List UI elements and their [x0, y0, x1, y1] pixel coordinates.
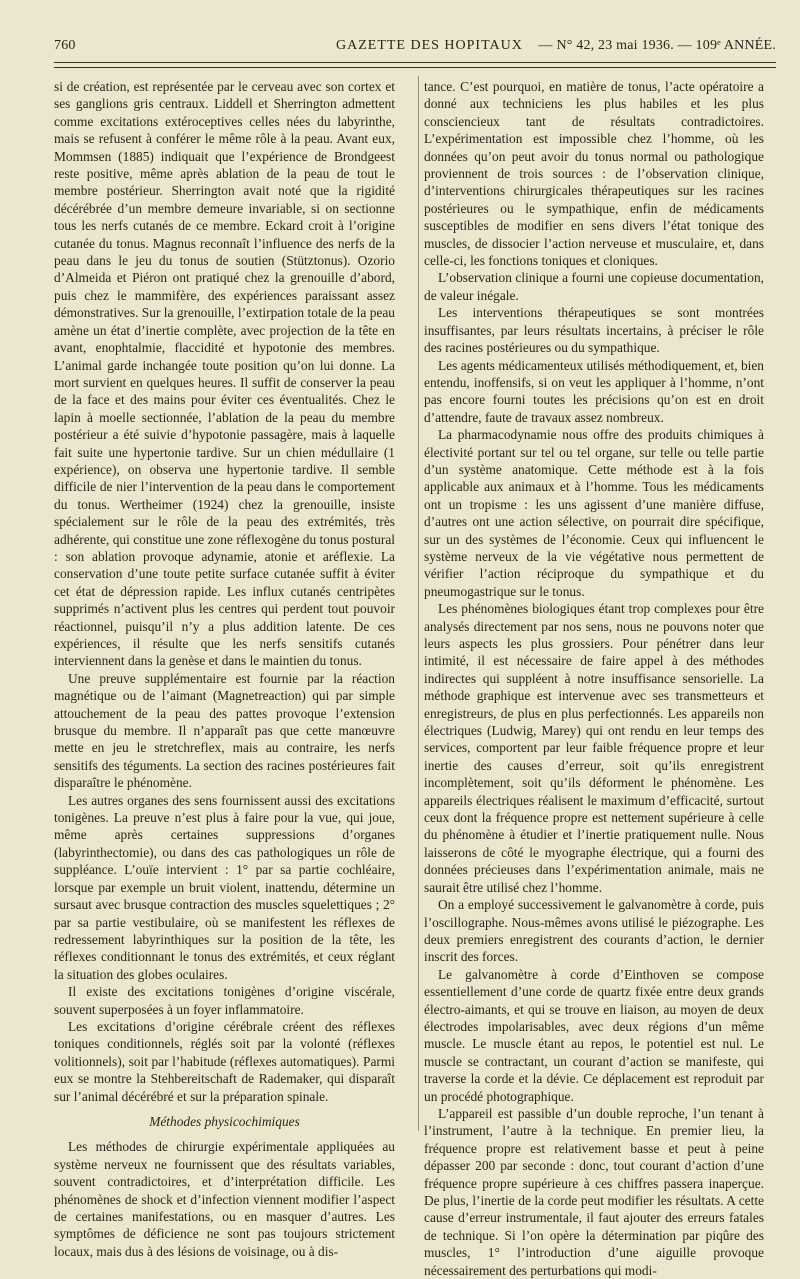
column-divider	[418, 76, 419, 1131]
paragraph: Les méthodes de chirurgie expérimentale appliquées au système nerveux ne fournissent que des résultats variables, souvent contradictoires, et d’interprétation difficile. Les phénomènes de shock et d’infection viennent modifier l’aspect de certaines manifestations, ou en masquer d’autres. Les symptômes de déficience ne sont pas toujours strictement locaux, mais dus à des lésions de voisinage, ou à dis-	[54, 1139, 395, 1259]
paragraph: Les excitations d’origine cérébrale créent des réflexes toniques conditionnels, réglés soit par la volonté (réflexes volitionnels), soit par l’habitude (réflexes automatiques). Parmi eux se montre la Stehbereitschaft de Rademaker, qui disparaît sur l’animal décérébré et sur la préparation spinale.	[54, 1018, 395, 1104]
right-column	[424, 78, 764, 1279]
paragraph: Les agents médicamenteux utilisés méthodiquement, et, bien entendu, inoffensifs, si on veut les appliquer à l’homme, n’ont pas encore fourni toutes les précisions qu’on est en droit d’attendre, faute de travaux assez nombreux.	[424, 357, 764, 425]
paragraph: Les autres organes des sens fournissent aussi des excitations tonigènes. La preuve n’est plus à faire pour la vue, qui joue, même après certaines suppressions d’organes (labyrinthectomie), ou dans des cas pathologiques un rôle de suppléance. L’ouïe intervient : 1° par sa partie cochléaire, lorsque par exemple un bruit violent, inattendu, détermine un sursaut avec brusque contraction des muscles squelettiques ; 2° par sa partie vestibulaire, où se manifestent les réflexes de redressement labyrinthiques sur la position de la tête, les réflexes conditionnant le tonus des extrémités, et ceux réglant la situation des globes oculaires.	[54, 792, 395, 982]
paragraph: Une preuve supplémentaire est fournie par la réaction magnétique ou de l’aimant (Magnetreaction) qui par simple attouchement de la peau des pattes provoque l’extension brusque du membre. Il n’apparaît pas que cette manœuvre mette en jeu le stretchreflex, mais au contraire, les nerfs sensitifs des téguments. La section des racines postérieures fait disparaître le phénomène.	[54, 670, 395, 791]
paragraph: Les phénomènes biologiques étant trop complexes pour être analysés directement par nos sens, nous ne pouvons noter que leurs aspects les plus grossiers. Pour pénétrer dans leur intimité, il est nécessaire de faire appel à des méthodes indirectes qui suppléent à notre insuffisance sensorielle. La méthode graphique est intervenue avec ses transmetteurs et enregistreurs, de plus en plus perfectionnés. Les appareils non électriques (Ludwig, Marey) qui ont rendu en leur temps des services, comportent par leur faible fréquence propre et leur inertie des causes d’erreur, soit qu’ils enregistrent incomplètement, soit qu’ils déforment le phénomène. Les appareils électriques réalisent le maximum d’efficacité, surtout ceux dont la fréquence propre est nettement supérieure à celle du phénomène à étudier et l’inertie pratiquement nulle. Nous laisserons de côté le myographe électrique, qui a fourni des données précieuses dans l’expérimentation animale, mais ne saurait être utilisé chez l’homme.	[424, 601, 764, 895]
paragraph: si de création, est représentée par le cerveau avec son cortex et ses ganglions gris centraux. Liddell et Sherrington admettent comme excitations extéroceptives celles nées du labyrinthe, mais se refusent à conférer le même rôle à la peau. Avant eux, Mommsen (1885) indiquait que l’expérience de Brondgeest reste positive, même après ablation de la peau de tout le membre postérieur. Sherrington avait noté que la rigidité décérébrée d’un membre demeure invariable, si on sectionne tous les nerfs cutanés de ce membre. Eckard croit à l’origine cutanée du tonus. Magnus reconnaît l’influence des nerfs de la peau dans le jeu du tonus de soutien (Stütztonus). Ozorio d’Almeida et Piéron ont pratiqué chez la grenouille d’abord, puis chez le mammifère, des expériences paraissant assez démonstratives. Sur la grenouille, l’extirpation totale de la peau amène un état d’inertie complète, avec projection de la tête en avant, enophtalmie, flaccidité et hypotonie des membres. L’animal garde inchangée toute position qu’on lui donne. La mort survient en quelques heures. Il suffit de conserver la peau de la face et des mains pour éviter ces éventualités. Chez le lapin à moelle sectionnée, l’ablation de la peau du membre postérieur a été suivie d’hypotonie passagère, mais à laquelle fait suite une hypertonie tardive. Sur un chien médullaire (1 expérience), on observa une hypertonie tardive. Il semble difficile de nier l’intervention de la peau dans le comportement du tonus. Wertheimer (1924) chez la grenouille, insiste spécialement sur le rôle de la peau des extrémités, très adhérente, qui constitue une zone réflexogène du tonus postural : son ablation provoque adynamie, atonie et aréflexie. La conservation d’une toute petite surface cutanée suffit à éviter cet état de dépression rapide. Les influx cutanés centripètes supprimés n’activent plus les centres qui perdent tout pouvoir réactionnel, puisqu’il n’y a plus addition latente. De ces expériences, il résulte que les nerfs sensitifs cutanés interviennent dans la genèse et dans le maintien du tonus.	[54, 79, 395, 669]
header-rule-top	[54, 62, 776, 63]
section-heading: Méthodes physicochimiques	[149, 1113, 300, 1129]
header-rule-bottom	[54, 67, 776, 68]
paragraph: Il existe des excitations tonigènes d’origine viscérale, souvent superposées à un foyer inflammatoire.	[54, 984, 395, 1017]
paragraph: Le galvanomètre à corde d’Einthoven se compose essentiellement d’une corde de quartz fixée entre deux grands électro-aimants, et qui se trouve en liaison, au moyen de deux électrodes impolarisables, avec deux régions d’un même muscle. Le muscle étant au repos, le potentiel est nul. Le muscle se contractant, un courant d’action se manifeste, qui traverse la corde et la dévie. Ce déplacement est reproduit par un procédé photographique.	[424, 966, 764, 1104]
paragraph: La pharmacodynamie nous offre des produits chimiques à électivité portant sur tel ou tel organe, sur telle ou telle partie d’un système anatomique. Cette méthode est à la fois applicable aux animaux et à l’homme. Tous les médicaments ont un tropisme : les uns agissent d’une manière diffuse, d’autres ont une action sélective, on pourrait dire spécifique, sur un des systèmes de l’économie. Ceux qui influencent le système nerveux de la vie végétative nous permettent de vérifier l’action réciproque du sympathique et du pneumogastrique sur le tonus.	[424, 427, 764, 599]
issue-info: — N° 42, 23 mai 1936. — 109ᵉ ANNÉE.	[538, 38, 776, 53]
paragraph: Les interventions thérapeutiques se sont montrées insuffisantes, par leurs résultats incertains, à préciser le rôle des racines postérieures ou du sympathique.	[424, 305, 764, 356]
paragraph: tance. C’est pourquoi, en matière de tonus, l’acte opératoire a donné aux techniciens les plus habiles et les plus consciencieux tant de résultats contradictoires. L’expérimentation est impossible chez l’homme, où les données qu’on peut avoir du tonus normal ou pathologique proviennent de trois sources : de l’observation clinique, d’interventions chirurgicales thérapeutiques sur les racines postérieures ou le sympathique, enfin de médicaments susceptibles de modifier en sens divers l’état tonique des muscles, de dissocier l’action nerveuse et musculaire, et, dans celle-ci, les fonctions toniques et cloniques.	[424, 79, 764, 269]
paragraph: L’observation clinique a fourni une copieuse documentation, de valeur inégale.	[424, 270, 764, 303]
journal-title: GAZETTE DES HOPITAUX	[336, 38, 523, 53]
page-number: 760	[54, 38, 76, 53]
paragraph: L’appareil est passible d’un double reproche, l’un tenant à l’instrument, l’autre à la technique. En premier lieu, la fréquence propre est relativement basse et peut à peine dépasser 200 par seconde : donc, tout courant d’action d’une fréquence propre supérieure à ces chiffres passera inaperçue. De plus, l’inertie de la corde peut modifier les résultats. A cette cause d’erreur instrumentale, il faut ajouter des erreurs fatales de technique. Si l’on opère la détermination par piqûre des muscles, 1° l’introduction d’une aiguille provoque nécessairement des perturbations qui modi-	[424, 1105, 764, 1278]
left-column	[54, 78, 395, 1260]
paragraph: On a employé successivement le galvanomètre à corde, puis l’oscillographe. Nous-mêmes avons utilisé le piézographe. Les deux premiers enregistrent des courants d’action, le dernier inscrit des forces.	[424, 897, 764, 965]
page-header	[54, 38, 776, 60]
